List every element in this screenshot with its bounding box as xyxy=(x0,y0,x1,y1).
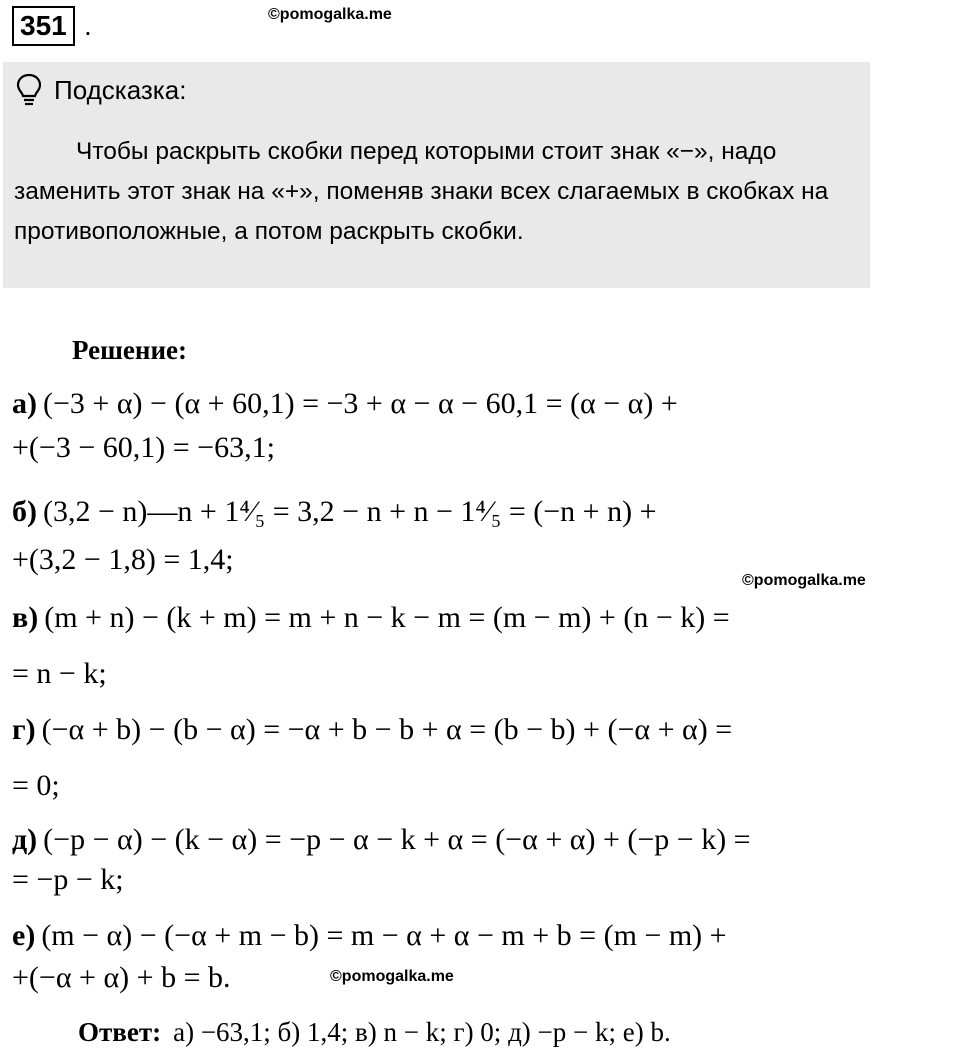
watermark: ©pomogalka.me xyxy=(268,6,392,23)
task-number-dot: . xyxy=(84,10,92,41)
solution-d-line1: д) (−p − α) − (k − α) = −p − α − k + α = (−α + α) + (−p − k) = xyxy=(12,823,751,856)
solution-g-line1: г) (−α + b) − (b − α) = −α + b − b + α = (b − b) + (−α + α) = xyxy=(12,713,733,746)
solution-a-line2: +(−3 − 60,1) = −63,1; xyxy=(12,431,275,464)
hint-text: Чтобы раскрыть скобки перед которыми стоит знак «−», надо заменить этот знак на «+», поменяв знаки всех слагаемых в скобках на противоположные, а потом раскрыть скобки. xyxy=(14,138,829,245)
watermark: ©pomogalka.me xyxy=(742,572,866,589)
solution-g-line2: = 0; xyxy=(12,769,60,802)
solution-e-line1: е) (m − α) − (−α + m − b) = m − α + α − m + b = (m − m) + xyxy=(12,919,727,952)
answer-text: а) −63,1; б) 1,4; в) n − k; г) 0; д) −p − k; е) b. xyxy=(173,1017,671,1047)
solution-b-line2: +(3,2 − 1,8) = 1,4; xyxy=(12,543,234,576)
answer-label: Ответ: xyxy=(78,1017,162,1047)
lightbulb-icon xyxy=(14,72,44,108)
solution-title: Решение: xyxy=(72,335,187,365)
solution-d-line2: = −p − k; xyxy=(12,863,124,896)
watermark: ©pomogalka.me xyxy=(330,968,454,985)
answer-line xyxy=(78,1010,671,1054)
solution-b-line1: б) (3,2 − n)—n + 1⁴⁄₅ = 3,2 − n + n − 1⁴⁄₅ = (−n + n) + xyxy=(12,495,657,528)
solution-v-line1: в) (m + n) − (k + m) = m + n − k − m = (m − m) + (n − k) = xyxy=(12,601,730,634)
solution-a-line1: а) (−3 + α) − (α + 60,1) = −3 + α − α − 60,1 = (α − α) + xyxy=(12,387,678,420)
task-number: 351 xyxy=(12,6,75,46)
solution-v-line2: = n − k; xyxy=(12,657,107,690)
hint-title: Подсказка: xyxy=(54,75,187,105)
solution-e-line2: +(−α + α) + b = b. xyxy=(12,961,231,994)
